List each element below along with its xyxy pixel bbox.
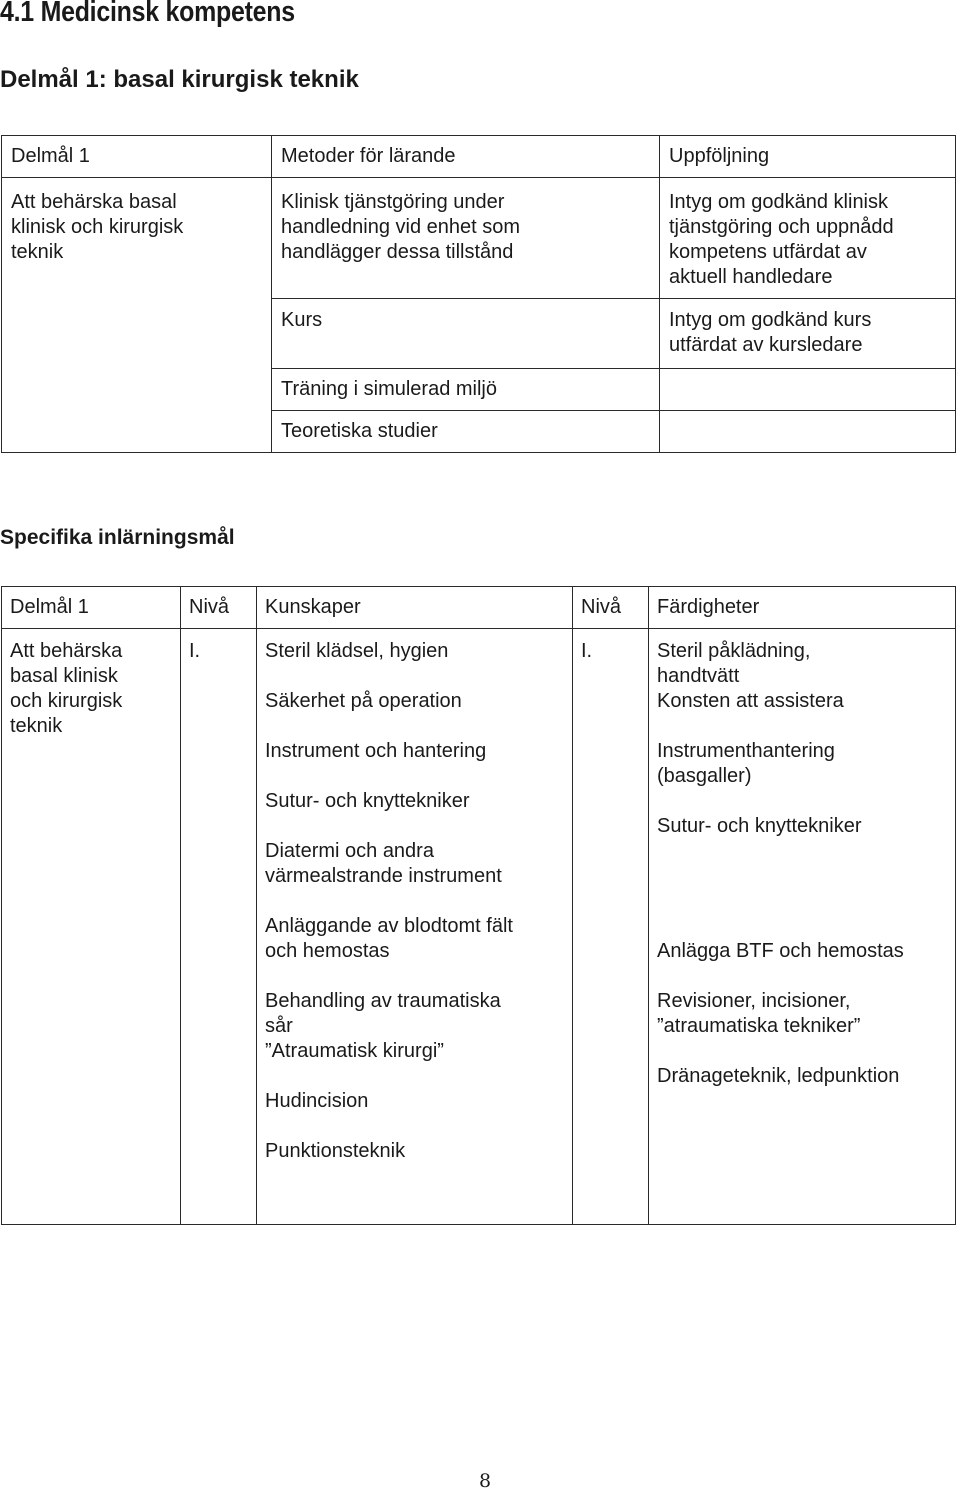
- knowledge-item: Hudincision: [265, 1090, 369, 1112]
- skill-item: Steril påklädning, handtvätt Konsten att assistera: [657, 640, 844, 712]
- page-title: 4.1 Medicinsk kompetens: [0, 0, 295, 28]
- table-header-cell: Kunskaper: [257, 587, 573, 629]
- skills-cell: [649, 629, 956, 1225]
- table-header-cell: Metoder för lärande: [272, 136, 660, 178]
- skill-item: Dränageteknik, ledpunktion: [657, 1065, 900, 1087]
- knowledge-item: Instrument och hantering: [265, 740, 487, 762]
- page-number: 8: [478, 1470, 492, 1492]
- skill-item: Sutur- och knyttekniker: [657, 815, 862, 837]
- knowledge-item: Punktionsteknik: [265, 1140, 406, 1162]
- followup-cell: [660, 369, 956, 411]
- skill-item: Revisioner, incisioner, ”atraumatiska tekniker”: [657, 990, 861, 1037]
- method-cell: Teoretiska studier: [272, 411, 660, 453]
- followup-cell: Intyg om godkänd kurs utfärdat av kursledare: [660, 299, 956, 369]
- subgoal-heading: Delmål 1: basal kirurgisk teknik: [0, 66, 359, 93]
- knowledge-item: Sutur- och knyttekniker: [265, 790, 470, 812]
- followup-cell: Intyg om godkänd klinisk tjänstgöring och uppnådd kompetens utfärdat av aktuell handledare: [660, 178, 956, 299]
- method-cell: Kurs: [272, 299, 660, 369]
- skill-item: Instrumenthantering (basgaller): [657, 740, 835, 787]
- table-header-cell: Nivå: [573, 587, 649, 629]
- table-header-cell: Uppföljning: [660, 136, 956, 178]
- method-cell: Klinisk tjänstgöring under handledning vid enhet som handlägger dessa tillstånd: [272, 178, 660, 299]
- table-header-cell: Delmål 1: [2, 587, 181, 629]
- learning-goals-table: [1, 586, 956, 1225]
- method-cell: Träning i simulerad miljö: [272, 369, 660, 411]
- knowledge-item: Säkerhet på operation: [265, 690, 462, 712]
- skills-level: I.: [573, 629, 649, 1225]
- table-header-cell: Delmål 1: [2, 136, 272, 178]
- skill-item: [657, 864, 947, 914]
- methods-table: [1, 135, 956, 453]
- skill-item: Anlägga BTF och hemostas: [657, 940, 904, 962]
- knowledge-item: Steril klädsel, hygien: [265, 640, 449, 662]
- section-title: Specifika inlärningsmål: [0, 526, 235, 549]
- table-header-cell: Färdigheter: [649, 587, 956, 629]
- knowledge-item: Anläggande av blodtomt fält och hemostas: [265, 915, 513, 962]
- goal-cell: Att behärska basal klinisk och kirurgisk teknik: [2, 178, 272, 453]
- knowledge-level: I.: [181, 629, 257, 1225]
- table-header-cell: Nivå: [181, 587, 257, 629]
- followup-cell: [660, 411, 956, 453]
- knowledge-item: Diatermi och andra värmealstrande instrument: [265, 840, 502, 887]
- goal-cell: Att behärska basal klinisk och kirurgisk teknik: [2, 629, 181, 1225]
- knowledge-cell: [257, 629, 573, 1225]
- knowledge-item: Behandling av traumatiska sår ”Atraumatisk kirurgi”: [265, 990, 501, 1062]
